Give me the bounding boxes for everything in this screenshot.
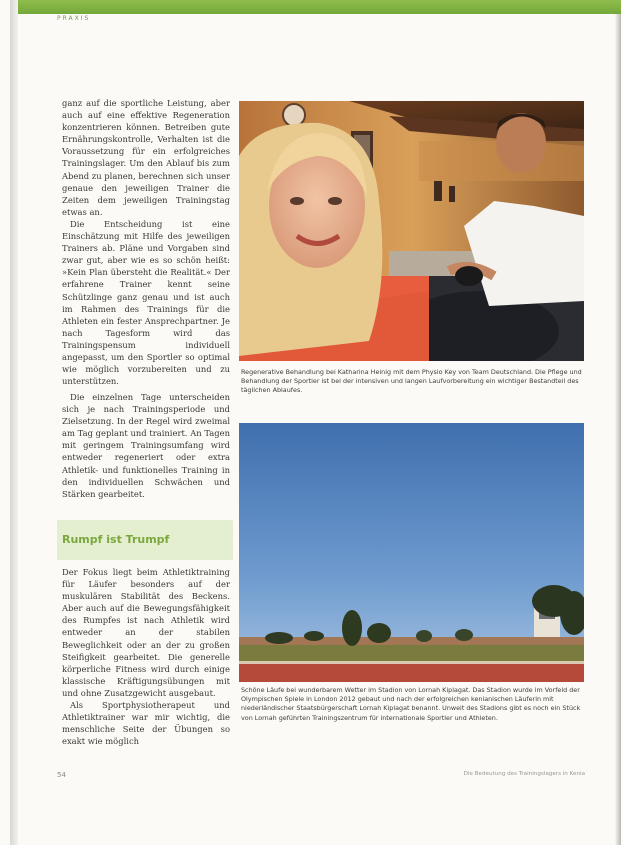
- paragraph: Der Fokus liegt beim Athletiktraining für Läufer besonders auf der muskulären Stabilität des Beckens. Aber auch auf die Bewegungsfähigkeit des Rumpfes ist nach Athletik wird entweder an der stabilen Beweglichkeit oder an der zu großen Steifigkeit gearbeitet. Die generelle körperliche Fitness wird durch einige klassische Kräftigungsübungen mit und ohne Zusatzgewicht ausgebaut.: [62, 567, 230, 698]
- paragraph: ganz auf die sportliche Leistung, aber auch auf eine effektive Regeneration konzentrieren können. Betreiben gute Ernährungskontrolle, Verhalten ist die Voraussetzung für ein erfolgreiches Trainingslager. Um den Ablauf bis zum Abend zu planen, berechnen sich unser genaue den jeweiligen Trainer die Zeiten dem jeweiligen Trainingstag etwas an.: [62, 98, 230, 217]
- text-column-top: [62, 97, 230, 387]
- section-label: PRAXIS: [57, 15, 91, 22]
- photo-physio-treatment: [239, 101, 584, 361]
- text-column-middle: [62, 391, 230, 500]
- section-color-bar: [18, 0, 621, 14]
- binding-gutter: [10, 0, 18, 845]
- paragraph: Die einzelnen Tage unterscheiden sich je nach Trainingsperiode und Zielsetzung. In der Regel wird zweimal am Tag geplant und trainiert. An Tagen mit geringem Trainingsumfang wird entweder regeneriert oder extra Athletik- und funktionelles Training in den individuellen Schwächen und Stärken gearbeitet.: [62, 392, 230, 499]
- photo-caption: Regenerative Behandlung bei Katharina Heinig mit dem Physio Key von Team Deutschland. Die Pflege und Behandlung der Sportler ist bei der intensiven und langen Laufvorbereitung ein wichtiger Bestandteil des täglichen Ablaufes.: [241, 368, 582, 395]
- footer-title: Die Bedeutung des Trainingslagers in Kenia: [463, 771, 585, 777]
- text-column-bottom: [62, 566, 230, 747]
- page-number: 54: [57, 771, 66, 779]
- page-edge-shadow: [615, 14, 621, 845]
- section-heading: Rumpf ist Trumpf: [62, 533, 170, 546]
- paragraph: Die Entscheidung ist eine Einschätzung mit Hilfe des jeweiligen Trainers ab. Pläne und Vorgaben sind zwar gut, aber wie es so schön heißt: »Kein Plan übersteht die Realität.« Der erfahrene Trainer kennt seine Schützlinge ganz genau und ist auch im Rahmen des Trainings für die Athleten ein fester Ansprechpartner. Je nach Tagesform wird das Trainingspensum individuell angepasst, um den Sportler so optimal wie möglich vorzubereiten und zu unterstützen.: [62, 218, 230, 387]
- photo-stadium: [239, 423, 584, 682]
- paragraph: Als Sportphysiotherapeut und Athletiktrainer war mir wichtig, die menschliche Seite der Übungen so exakt wie möglich: [62, 700, 230, 747]
- photo-caption: Schöne Läufe bei wunderbarem Wetter im Stadion von Lornah Kiplagat. Das Stadion wurde im Vorfeld der Olympischen Spiele in London 2012 gebaut und nach der erfolgreichen kenianischen Läuferin mit niederländischer Staatsbürgerschaft Lornah Kiplagat benannt. Unweit des Stadions gibt es noch ein Stück von Lornah geführten Trainingszentrum für internationale Sportler und Athleten.: [241, 686, 581, 722]
